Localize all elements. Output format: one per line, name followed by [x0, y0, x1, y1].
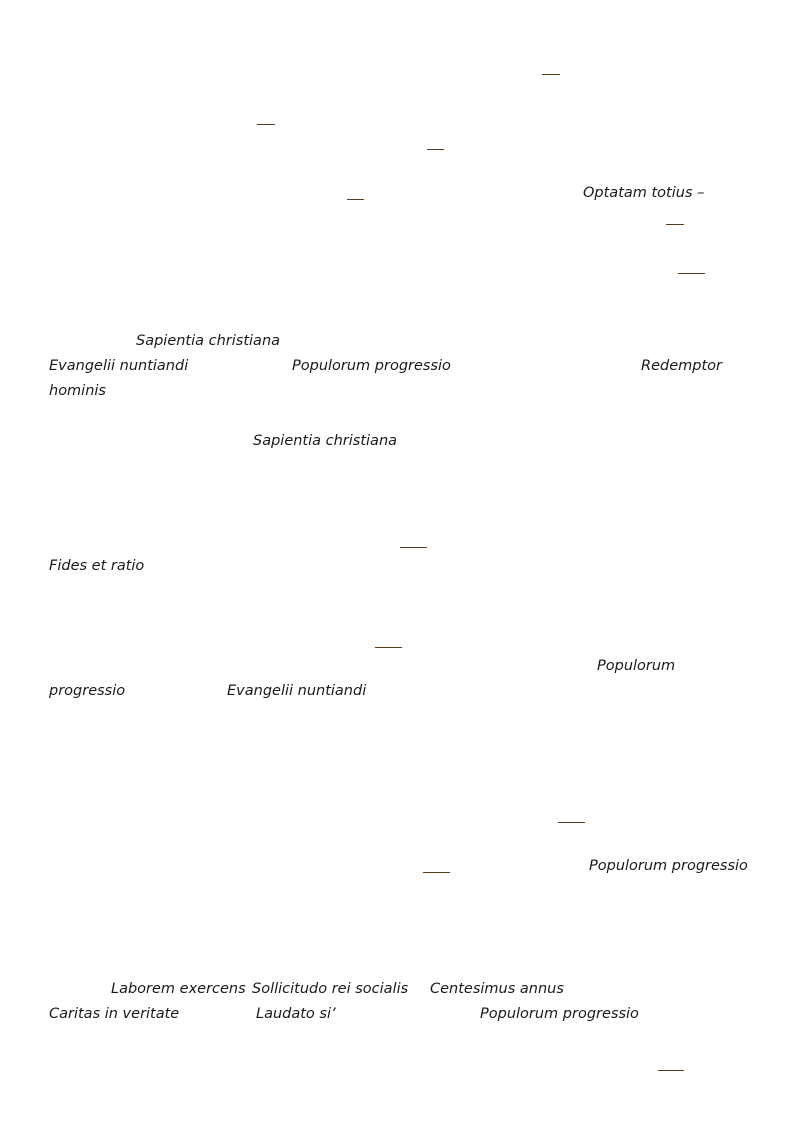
italic-term-sapientia-christiana: Sapientia christiana	[253, 433, 398, 449]
italic-term-populorum-progressio: Populorum progressio	[589, 858, 748, 874]
footnote-marker-line	[375, 647, 402, 648]
italic-term-caritas-in-veritate: Caritas in veritate	[49, 1006, 180, 1022]
italic-term-laudato-si: Laudato si’	[256, 1006, 336, 1022]
italic-term-sollicitudo-rei-socialis: Sollicitudo rei socialis	[252, 981, 409, 997]
footnote-marker-line	[347, 199, 364, 200]
italic-term-populorum-progressio: Populorum progressio	[480, 1006, 639, 1022]
footnote-marker-line	[257, 124, 275, 125]
italic-term-sapientia-christiana: Sapientia christiana	[136, 333, 281, 349]
footnote-marker-line	[658, 1070, 684, 1071]
footnote-marker-line	[400, 547, 427, 548]
footnote-marker-line	[558, 822, 585, 823]
italic-term-progressio: progressio	[49, 683, 126, 699]
footnote-marker-line	[542, 74, 560, 75]
italic-term-hominis: hominis	[49, 383, 106, 399]
italic-term-evangelii-nuntiandi: Evangelii nuntiandi	[227, 683, 367, 699]
footnote-marker-line	[678, 273, 705, 274]
italic-term-optatam-totius: Optatam totius –	[583, 185, 705, 201]
footnote-marker-line	[423, 872, 450, 873]
italic-term-fides-et-ratio: Fides et ratio	[49, 558, 145, 574]
italic-term-redemptor: Redemptor	[641, 358, 722, 374]
italic-term-populorum-progressio: Populorum progressio	[292, 358, 451, 374]
footnote-marker-line	[427, 149, 444, 150]
italic-term-laborem-exercens: Laborem exercens	[111, 981, 246, 997]
footnote-marker-line	[666, 224, 684, 225]
italic-term-centesimus-annus: Centesimus annus	[430, 981, 564, 997]
italic-term-populorum: Populorum	[597, 658, 676, 674]
italic-term-evangelii-nuntiandi: Evangelii nuntiandi	[49, 358, 189, 374]
